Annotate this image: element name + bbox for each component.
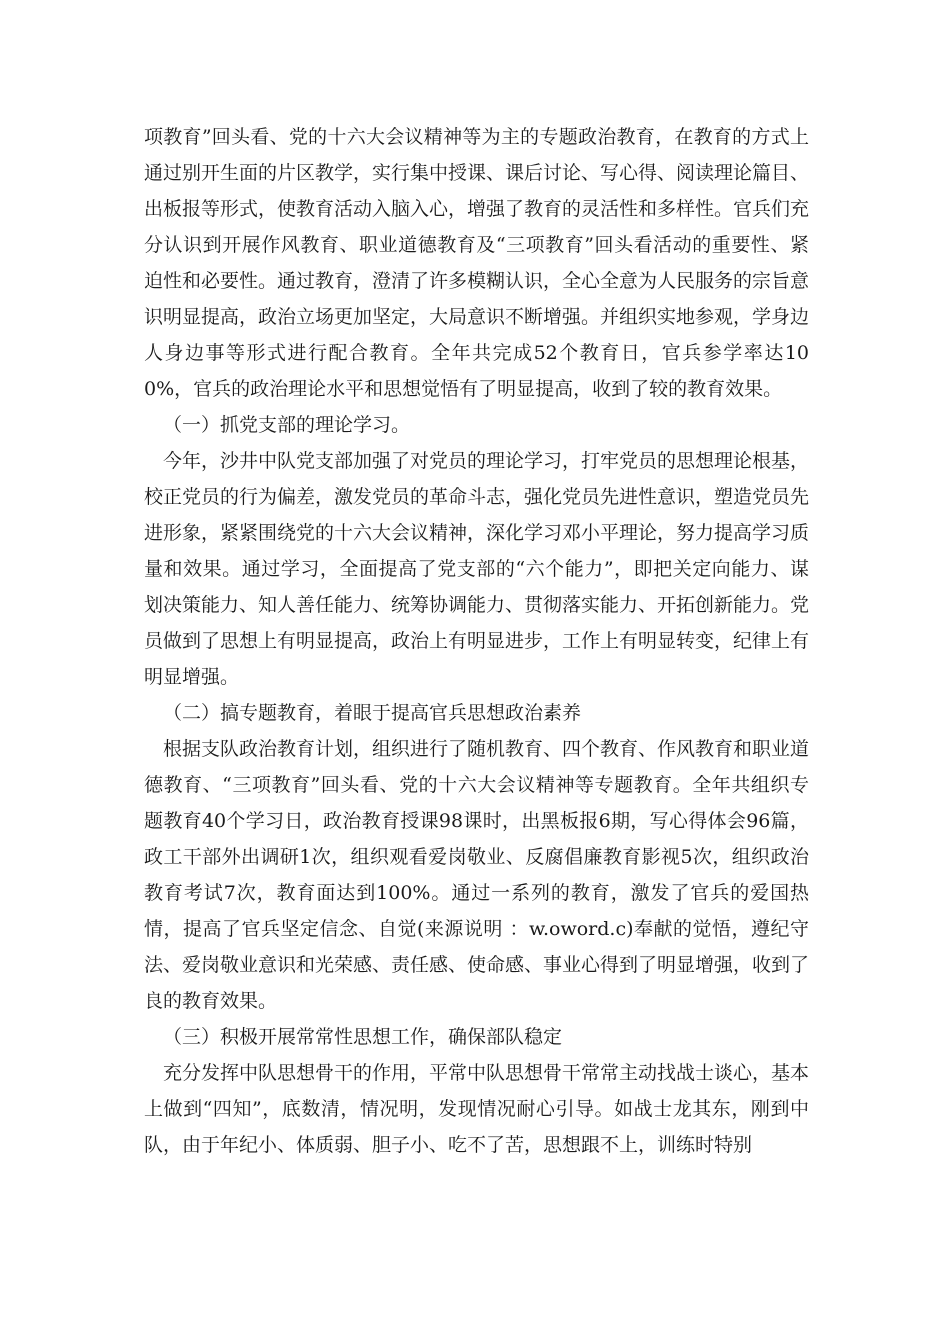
section-heading-1: （一）抓党支部的理论学习。 bbox=[163, 414, 411, 436]
section-heading-3: （三）积极开展常常性思想工作，确保部队稳定 bbox=[163, 1026, 563, 1048]
body-paragraph-2: 今年，沙井中队党支部加强了对党员的理论学习，打牢党员的思想理论根基，校正党员的行为偏差，激发党员的革命斗志，强化党员先进性意识，塑造党员先进形象，紧紧围绕党的十六大会议精神，深化学习邓小平理论，努力提高学习质量和效果。通过学习，全面提高了党支部的“六个能力”，即把关定向能力、谋划决策能力、知人善任能力、统筹协调能力、贯彻落实能力、开拓创新能力。党员做到了思想上有明显提高，政治上有明显进步，工作上有明显转变，纪律上有明显增强。 bbox=[144, 450, 810, 688]
body-paragraph-1: 项教育”回头看、党的十六大会议精神等为主的专题政治教育，在教育的方式上通过别开生面的片区教学，实行集中授课、课后讨论、写心得、阅读理论篇目、出板报等形式，使教育活动入脑入心，增强了教育的灵活性和多样性。官兵们充分认识到开展作风教育、职业道德教育及“三项教育”回头看活动的重要性、紧迫性和必要性。通过教育，澄清了许多模糊认识，全心全意为人民服务的宗旨意识明显提高，政治立场更加坚定，大局意识不断增强。并组织实地参观，学身边人身边事等形式进行配合教育。全年共完成52个教育日，官兵参学率达100%，官兵的政治理论水平和思想觉悟有了明显提高，收到了较的教育效果。 bbox=[144, 126, 810, 400]
body-paragraph-4: 充分发挥中队思想骨干的作用，平常中队思想骨干常常主动找战士谈心，基本上做到“四知”，底数清，情况明，发现情况耐心引导。如战士龙其东，刚到中队，由于年纪小、体质弱、胆子小、吃不了苦，思想跟不上，训练时特别 bbox=[144, 1062, 810, 1156]
document-body bbox=[144, 119, 809, 1163]
body-paragraph-3: 根据支队政治教育计划，组织进行了随机教育、四个教育、作风教育和职业道德教育、“三项教育”回头看、党的十六大会议精神等专题教育。全年共组织专题教育40个学习日，政治教育授课98课时，出黑板报6期，写心得体会96篇，政工干部外出调研1次，组织观看爱岗敬业、反腐倡廉教育影视5次，组织政治教育考试7次，教育面达到100%。通过一系列的教育，激发了官兵的爱国热情，提高了官兵坚定信念、自觉(来源说明 ：w.oword.c)奉献的觉悟，遵纪守法、爱岗敬业意识和光荣感、责任感、使命感、事业心得到了明显增强，收到了良的教育效果。 bbox=[144, 738, 810, 1012]
section-heading-2: （二）搞专题教育，着眼于提高官兵思想政治素养 bbox=[163, 702, 582, 724]
